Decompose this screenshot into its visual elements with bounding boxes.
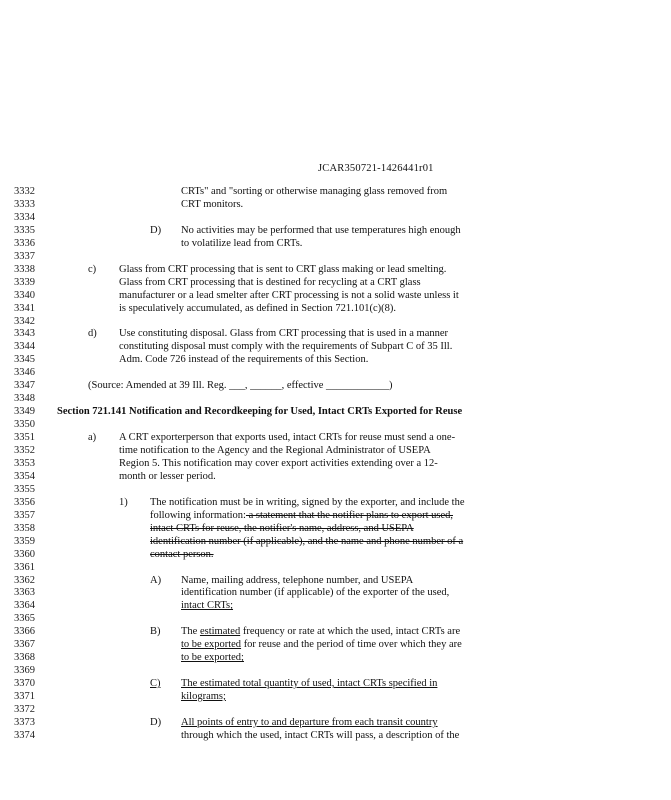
text-segment: The notification must be in writing, signed by the exporter, and include the [150,496,465,508]
document-line [0,471,671,483]
document-line [0,419,671,431]
list-marker: d) [88,328,97,340]
text-segment: The [181,626,200,638]
text-segment: is speculatively accumulated, as defined in Section 721.101(c)(8). [119,302,396,314]
line-text [150,523,414,535]
document-line [0,665,671,677]
document-line [0,639,671,651]
document-line [0,445,671,457]
line-number: 3338 [14,263,35,275]
document-line [0,328,671,340]
document-line [0,600,671,612]
text-segment: No activities may be performed that use temperatures high enough [181,224,461,236]
inserted-text: to be exported [181,639,242,651]
line-text [119,445,431,457]
document-line [0,458,671,470]
line-text [119,432,455,444]
document-line [0,523,671,535]
line-text [150,549,214,561]
text-segment: Glass from CRT processing that is sent to CRT glass making or lead smelting. [119,263,447,275]
inserted-text: kilograms; [181,691,226,703]
text-segment: to volatilize lead from CRTs. [181,237,303,249]
line-number: 3370 [14,678,35,690]
document-line [0,238,671,250]
line-number: 3355 [14,483,35,495]
line-text [181,600,233,612]
line-text [150,536,463,548]
document-line [0,316,671,328]
line-text [181,626,460,638]
list-marker: D) [150,224,162,236]
document-line [0,575,671,587]
line-number: 3347 [14,380,35,392]
line-text [181,575,413,587]
document-line [0,691,671,703]
inserted-text: The estimated total quantity of used, intact CRTs specified in [181,678,438,690]
line-text [181,186,447,198]
line-number: 3349 [14,406,35,418]
text-segment: Use constituting disposal. Glass from CRT processing that is used in a manner [119,328,449,340]
line-text [181,639,462,651]
text-segment: month or lesser period. [119,470,216,482]
text-segment: through which the used, intact CRTs will pass, a description of the [181,729,460,741]
line-text [181,730,459,742]
line-number: 3332 [14,186,35,197]
line-number: 3369 [14,665,35,677]
line-number: 3362 [14,574,35,586]
document-line [0,704,671,716]
document-line [0,225,671,237]
list-marker: D) [150,716,162,728]
inserted-text: intact CRTs; [181,600,234,612]
text-segment: identification number (if applicable) of the exporter of the used, [181,587,450,599]
line-number: 3357 [14,509,35,521]
document-line [0,212,671,224]
text-segment: Name, mailing address, telephone number, and USEPA [181,574,414,586]
document-line [0,613,671,625]
inserted-text: to be exported; [181,652,244,664]
line-text [88,380,393,392]
line-number: 3334 [14,211,35,223]
line-number: 3364 [14,600,35,612]
line-number: 3363 [14,587,35,599]
line-text [181,199,243,211]
line-text [181,678,437,690]
line-number: 3333 [14,198,35,210]
line-number: 3359 [14,535,35,547]
line-number: 3371 [14,691,35,703]
line-number: 3350 [14,419,35,431]
line-text [181,691,226,703]
line-number: 3366 [14,626,35,638]
line-number: 3372 [14,704,35,715]
list-marker: 1) [119,496,128,508]
document-line [0,717,671,729]
document-line [0,251,671,263]
line-text [119,458,438,470]
document-line [0,652,671,664]
line-number: 3337 [14,250,35,262]
deleted-text: identification number (if applicable), and the name and phone number of a [150,535,464,547]
line-number: 3343 [14,328,35,340]
text-segment: time notification to the Agency and the Regional Administrator of USEPA [119,445,431,456]
line-text [119,290,459,302]
line-number: 3368 [14,652,35,664]
line-number: 3345 [14,354,35,366]
text-segment: CRT monitors. [181,198,244,210]
line-text [181,652,244,664]
document-line [0,562,671,574]
line-number: 3353 [14,457,35,469]
document-line [0,341,671,353]
document-line [0,510,671,522]
line-text [119,303,396,315]
line-number: 3365 [14,613,35,625]
text-segment: (Source: Amended at 39 Ill. Reg. ___, ______, effective ____________) [88,380,393,392]
line-number: 3352 [14,445,35,456]
text-segment: A CRT exporterperson that exports used, intact CRTs for reuse must send a one- [119,432,456,444]
line-number: 3351 [14,432,35,444]
document-line [0,303,671,315]
document-line [0,186,671,198]
document-line [0,536,671,548]
line-text [181,225,461,237]
inserted-text: All points of entry to and departure from each transit country [181,716,438,728]
list-marker: a) [88,432,97,444]
line-number: 3348 [14,393,35,405]
list-marker: B) [150,626,161,638]
line-number: 3356 [14,496,35,508]
line-text [119,354,368,366]
line-number: 3373 [14,716,35,728]
line-number: 3339 [14,276,35,288]
document-line [0,484,671,496]
inserted-text: estimated [199,626,241,638]
line-text [181,587,449,599]
line-text [119,264,446,276]
text-segment: frequency or rate at which the used, intact CRTs are [240,626,461,638]
document-line [0,393,671,405]
text-segment: CRTs" and "sorting or otherwise managing glass removed from [181,186,448,197]
deleted-text: contact person. [150,548,214,560]
list-marker: A) [150,574,162,586]
text-segment: for reuse and the period of time over which they are [241,639,462,651]
document-line [0,199,671,211]
text-segment: Region 5. This notification may cover export activities extending over a 12- [119,457,438,469]
document-line [0,626,671,638]
line-text [119,277,421,289]
line-text [119,328,448,340]
text-segment: following information: [150,509,246,521]
text-segment: Adm. Code 726 instead of the requirements of this Section. [119,354,369,366]
line-text [57,406,462,418]
document-line [0,264,671,276]
line-text [119,471,216,483]
line-number: 3360 [14,548,35,560]
text-segment: manufacturer or a lead smelter after CRT processing is not a solid waste unless it [119,289,459,301]
document-line [0,432,671,444]
document-line [0,587,671,599]
document-line [0,730,671,742]
line-number: 3342 [14,315,35,327]
line-text [150,510,453,522]
deleted-text: a statement that the notifier plans to export used, [245,509,453,521]
document-line [0,290,671,302]
list-marker: c) [88,263,97,275]
text-segment: Section 721.141 Notification and Recordkeeping for Used, Intact CRTs Exported for Reuse [57,406,463,418]
document-line [0,497,671,509]
line-text [181,717,438,729]
line-number: 3344 [14,341,35,353]
line-number: 3374 [14,729,35,741]
document-line [0,406,671,418]
line-number: 3361 [14,561,35,573]
line-number: 3354 [14,470,35,482]
document-header-id: JCAR350721-1426441r01 [318,163,434,174]
line-text [119,341,452,353]
line-number: 3335 [14,224,35,236]
line-number: 3346 [14,367,35,379]
list-marker: C) [150,678,161,690]
text-segment: Glass from CRT processing that is destined for recycling at a CRT glass [119,276,421,288]
line-number: 3341 [14,302,35,314]
line-text [181,238,302,250]
line-text [150,497,465,509]
document-line [0,367,671,379]
line-number: 3340 [14,289,35,301]
line-number: 3367 [14,639,35,651]
line-number: 3336 [14,237,35,249]
document-line [0,354,671,366]
deleted-text: intact CRTs for reuse, the notifier's name, address, and USEPA [150,522,414,534]
document-line [0,380,671,392]
document-line [0,549,671,561]
document-line [0,277,671,289]
document-line [0,678,671,690]
text-segment: constituting disposal must comply with the requirements of Subpart C of 35 Ill. [119,341,453,353]
line-number: 3358 [14,522,35,534]
